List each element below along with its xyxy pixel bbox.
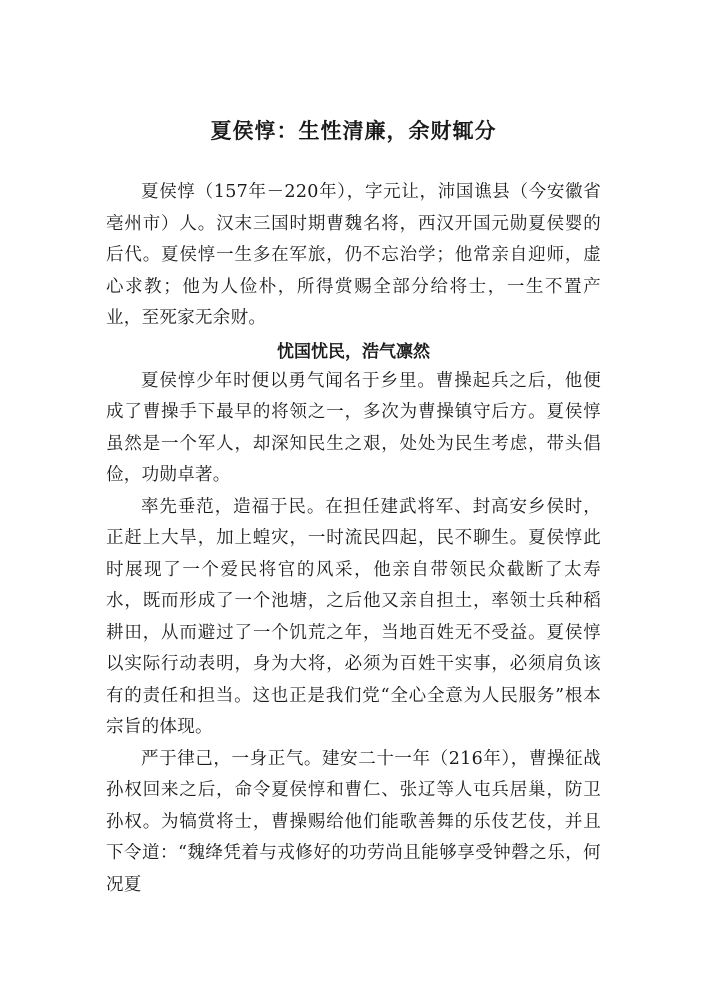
- document-page: [106, 115, 601, 901]
- intro-paragraph: 夏侯惇（157年－220年），字元让，沛国谯县（今安徽省亳州市）人。汉末三国时期曹魏名将，西汉开国元勋夏侯婴的后代。夏侯惇一生多在军旅，仍不忘治学；他常亲自迎师，虚心求教；他为人俭朴，所得赏赐全部分给将士，一生不置产业，至死家无余财。: [106, 182, 601, 328]
- body-paragraph-1: 夏侯惇少年时便以勇气闻名于乡里。曹操起兵之后，他便成了曹操手下最早的将领之一，多次为曹操镇守后方。夏侯惇虽然是一个军人，却深知民生之艰，处处为民生考虑，带头倡俭，功勋卓著。: [106, 370, 601, 485]
- section-heading: 忧国忧民，浩气凛然: [277, 341, 430, 362]
- document-title: 夏侯惇：生性清廉，余财辄分: [210, 118, 497, 143]
- body-paragraph-2: 率先垂范，造福于民。在担任建武将军、封高安乡侯时，正赶上大旱，加上蝗灾，一时流民四起，民不聊生。夏侯惇此时展现了一个爱民将官的风采，他亲自带领民众截断了太寿水，既而形成了一个池塘，之后他又亲自担土，率领士兵种稻耕田，从而避过了一个饥荒之年，当地百姓无不受益。夏侯惇以实际行动表明，身为大将，必须为百姓干实事，必须肩负该有的责任和担当。这也正是我们党“全心全意为人民服务”根本宗旨的体现。: [106, 496, 601, 737]
- body-paragraph-3: 严于律己，一身正气。建安二十一年（216年），曹操征战孙权回来之后，命令夏侯惇和曹仁、张辽等人屯兵居巢，防卫孙权。为犒赏将士，曹操赐给他们能歌善舞的乐伎艺伎，并且下令道：“魏绛凭着与戎修好的功劳尚且能够享受钟磬之乐，何况夏: [106, 748, 601, 895]
